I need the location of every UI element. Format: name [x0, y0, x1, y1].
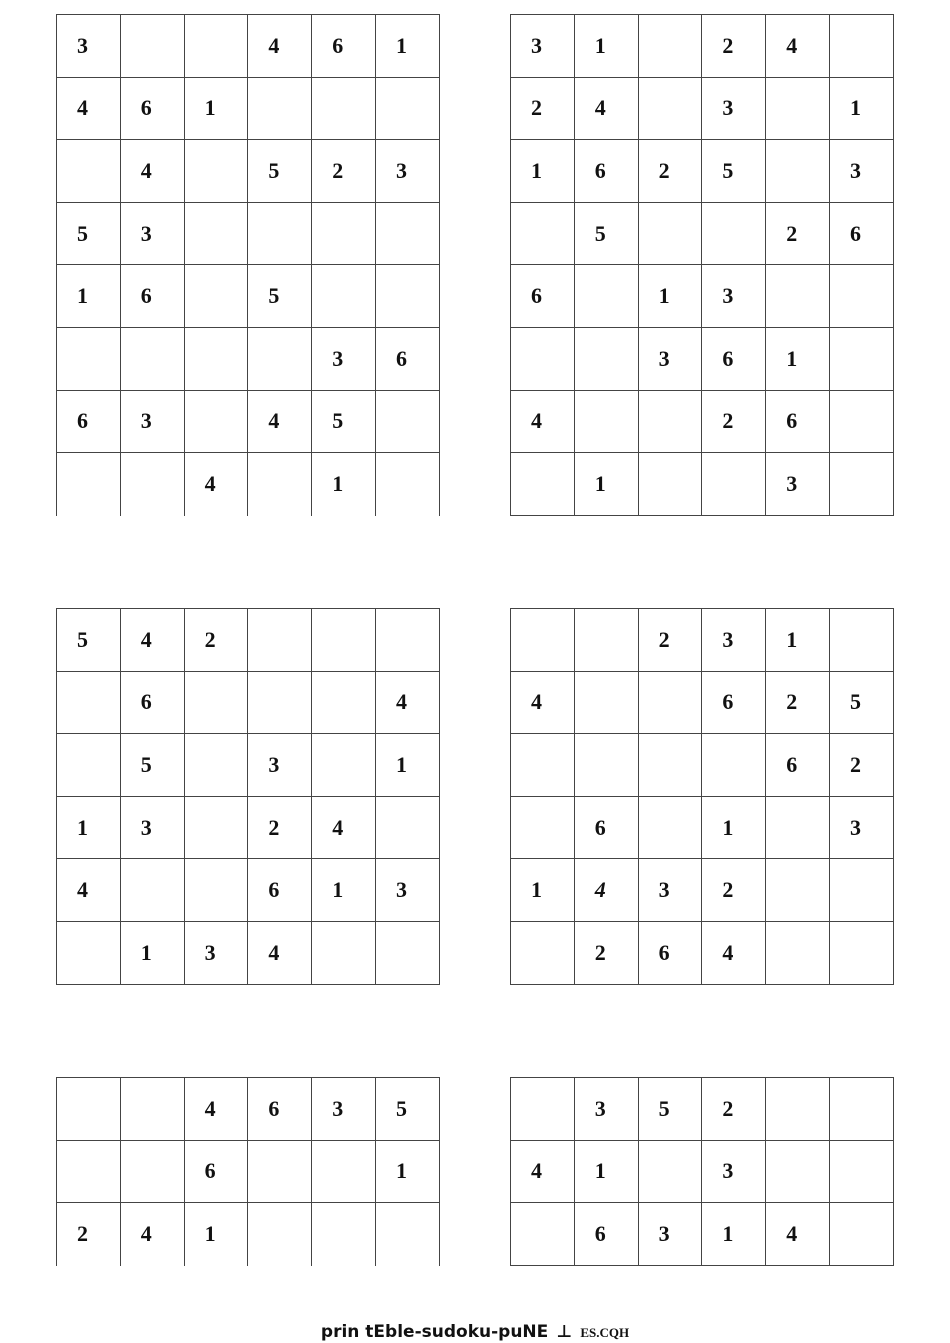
sudoku-cell	[511, 328, 575, 391]
sudoku-cell: 4	[121, 140, 185, 203]
sudoku-cell	[830, 453, 894, 516]
sudoku-cell: 1	[376, 1141, 440, 1204]
footer-symbol: ⊥	[556, 1322, 573, 1342]
sudoku-cell: 4	[248, 922, 312, 985]
sudoku-cell	[248, 609, 312, 672]
sudoku-cell	[766, 797, 830, 860]
sudoku-cell: 3	[639, 859, 703, 922]
sudoku-cell: 1	[511, 140, 575, 203]
sudoku-cell: 3	[702, 78, 766, 141]
sudoku-cell	[121, 1141, 185, 1204]
sudoku-cell: 2	[702, 391, 766, 454]
sudoku-cell	[185, 672, 249, 735]
sudoku-cell: 4	[248, 15, 312, 78]
sudoku-cell	[312, 1141, 376, 1204]
sudoku-cell	[376, 797, 440, 860]
sudoku-cell: 2	[702, 1078, 766, 1141]
sudoku-cell: 2	[312, 140, 376, 203]
sudoku-cell: 5	[702, 140, 766, 203]
sudoku-cell	[376, 391, 440, 454]
sudoku-cell: 1	[57, 265, 121, 328]
sudoku-cell	[312, 265, 376, 328]
sudoku-cell: 4	[376, 672, 440, 735]
sudoku-cell	[511, 922, 575, 985]
sudoku-cell: 3	[511, 15, 575, 78]
sudoku-cell: 2	[830, 734, 894, 797]
sudoku-cell: 4	[185, 1078, 249, 1141]
sudoku-cell	[57, 453, 121, 516]
sudoku-cell	[766, 78, 830, 141]
sudoku-cell: 4	[511, 672, 575, 735]
sudoku-cell: 4	[575, 78, 639, 141]
sudoku-cell: 6	[121, 78, 185, 141]
sudoku-cell: 4	[511, 391, 575, 454]
sudoku-cell	[185, 203, 249, 266]
sudoku-cell	[511, 453, 575, 516]
sudoku-cell: 4	[57, 78, 121, 141]
sudoku-cell: 4	[185, 453, 249, 516]
sudoku-cell: 3	[185, 922, 249, 985]
sudoku-cell	[312, 78, 376, 141]
sudoku-cell	[312, 609, 376, 672]
sudoku-cell: 5	[575, 203, 639, 266]
sudoku-cell: 1	[312, 859, 376, 922]
sudoku-cell: 1	[766, 609, 830, 672]
sudoku-cell	[57, 672, 121, 735]
sudoku-cell	[639, 15, 703, 78]
sudoku-cell: 6	[639, 922, 703, 985]
sudoku-cell: 6	[702, 328, 766, 391]
sudoku-cell: 6	[376, 328, 440, 391]
sudoku-cell	[185, 391, 249, 454]
sudoku-cell: 1	[312, 453, 376, 516]
sudoku-cell	[830, 609, 894, 672]
sudoku-cell	[121, 453, 185, 516]
sudoku-cell	[248, 1141, 312, 1204]
sudoku-cell: 5	[639, 1078, 703, 1141]
page-footer	[0, 1322, 950, 1342]
sudoku-cell	[312, 203, 376, 266]
sudoku-cell: 6	[575, 140, 639, 203]
sudoku-cell	[575, 328, 639, 391]
sudoku-cell	[57, 1078, 121, 1141]
sudoku-cell	[57, 140, 121, 203]
sudoku-cell	[57, 328, 121, 391]
sudoku-cell	[830, 328, 894, 391]
sudoku-cell: 2	[639, 609, 703, 672]
sudoku-cell	[376, 922, 440, 985]
sudoku-cell: 4	[575, 859, 639, 922]
sudoku-grid-6	[510, 1077, 894, 1266]
sudoku-cell	[376, 78, 440, 141]
sudoku-cell	[702, 203, 766, 266]
sudoku-cell: 1	[121, 922, 185, 985]
sudoku-cell: 6	[57, 391, 121, 454]
sudoku-cell: 4	[57, 859, 121, 922]
sudoku-cell: 4	[248, 391, 312, 454]
sudoku-cell: 1	[639, 265, 703, 328]
sudoku-cell: 4	[766, 15, 830, 78]
sudoku-cell	[376, 453, 440, 516]
sudoku-cell: 3	[312, 328, 376, 391]
sudoku-cell: 5	[57, 203, 121, 266]
sudoku-cell	[312, 672, 376, 735]
sudoku-cell: 5	[248, 140, 312, 203]
sudoku-cell: 5	[121, 734, 185, 797]
sudoku-cell	[185, 797, 249, 860]
sudoku-cell: 3	[639, 1203, 703, 1266]
sudoku-cell	[121, 859, 185, 922]
sudoku-cell: 1	[57, 797, 121, 860]
sudoku-cell: 4	[121, 609, 185, 672]
sudoku-grid-5	[56, 1077, 440, 1266]
sudoku-grid-2	[510, 14, 894, 516]
sudoku-cell	[511, 797, 575, 860]
sudoku-cell: 1	[830, 78, 894, 141]
sudoku-cell	[639, 453, 703, 516]
sudoku-cell: 2	[702, 15, 766, 78]
sudoku-cell: 5	[312, 391, 376, 454]
sudoku-cell	[511, 1203, 575, 1266]
sudoku-cell	[702, 734, 766, 797]
sudoku-cell	[766, 859, 830, 922]
sudoku-cell	[312, 922, 376, 985]
sudoku-cell: 1	[376, 15, 440, 78]
sudoku-cell	[185, 265, 249, 328]
sudoku-cell: 1	[702, 797, 766, 860]
sudoku-grid-1	[56, 14, 440, 516]
sudoku-cell	[376, 609, 440, 672]
sudoku-cell	[248, 453, 312, 516]
sudoku-cell	[248, 78, 312, 141]
sudoku-cell	[830, 1078, 894, 1141]
sudoku-cell	[766, 265, 830, 328]
sudoku-cell: 3	[121, 797, 185, 860]
sudoku-cell	[312, 734, 376, 797]
sudoku-cell	[830, 391, 894, 454]
sudoku-cell: 2	[57, 1203, 121, 1266]
sudoku-cell: 5	[248, 265, 312, 328]
sudoku-cell: 3	[312, 1078, 376, 1141]
sudoku-cell	[639, 203, 703, 266]
sudoku-cell	[185, 734, 249, 797]
sudoku-cell: 1	[185, 1203, 249, 1266]
sudoku-cell	[57, 1141, 121, 1204]
sudoku-cell: 1	[511, 859, 575, 922]
sudoku-cell: 3	[830, 140, 894, 203]
sudoku-cell	[639, 734, 703, 797]
sudoku-cell	[248, 672, 312, 735]
sudoku-cell	[376, 1203, 440, 1266]
sudoku-cell: 3	[702, 265, 766, 328]
sudoku-cell	[830, 1203, 894, 1266]
sudoku-cell	[575, 734, 639, 797]
sudoku-cell: 3	[376, 140, 440, 203]
sudoku-cell	[830, 15, 894, 78]
sudoku-cell	[575, 672, 639, 735]
footer-text-suffix: ES.CQH	[580, 1325, 630, 1340]
sudoku-cell	[830, 1141, 894, 1204]
sudoku-cell	[575, 609, 639, 672]
sudoku-cell	[376, 203, 440, 266]
sudoku-cell: 3	[57, 15, 121, 78]
sudoku-cell: 6	[575, 1203, 639, 1266]
sudoku-cell: 6	[830, 203, 894, 266]
sudoku-cell	[639, 78, 703, 141]
sudoku-cell	[511, 203, 575, 266]
sudoku-cell: 3	[121, 203, 185, 266]
sudoku-cell: 6	[766, 734, 830, 797]
sudoku-cell: 3	[702, 1141, 766, 1204]
sudoku-cell	[121, 328, 185, 391]
sudoku-cell	[185, 140, 249, 203]
sudoku-cell: 2	[248, 797, 312, 860]
sudoku-cell: 2	[702, 859, 766, 922]
sudoku-cell: 2	[511, 78, 575, 141]
sudoku-cell: 2	[639, 140, 703, 203]
sudoku-cell: 6	[248, 1078, 312, 1141]
sudoku-cell: 5	[830, 672, 894, 735]
sudoku-cell: 1	[185, 78, 249, 141]
sudoku-cell: 1	[575, 1141, 639, 1204]
sudoku-cell: 6	[185, 1141, 249, 1204]
footer-text-main: prin tEble-sudoku-puNE	[320, 1322, 549, 1342]
sudoku-cell	[57, 734, 121, 797]
sudoku-cell: 6	[511, 265, 575, 328]
sudoku-cell: 6	[121, 265, 185, 328]
sudoku-cell: 2	[766, 672, 830, 735]
sudoku-cell	[702, 453, 766, 516]
sudoku-cell: 1	[702, 1203, 766, 1266]
sudoku-cell	[766, 140, 830, 203]
sudoku-grid-4	[510, 608, 894, 985]
sudoku-cell	[766, 922, 830, 985]
sudoku-cell: 6	[575, 797, 639, 860]
sudoku-cell: 3	[766, 453, 830, 516]
sudoku-cell: 3	[575, 1078, 639, 1141]
sudoku-cell: 3	[376, 859, 440, 922]
sudoku-cell: 4	[511, 1141, 575, 1204]
sudoku-cell: 4	[702, 922, 766, 985]
sudoku-cell: 6	[312, 15, 376, 78]
sudoku-cell	[830, 859, 894, 922]
sudoku-cell	[575, 391, 639, 454]
sudoku-cell	[57, 922, 121, 985]
sudoku-cell: 3	[248, 734, 312, 797]
sudoku-cell: 3	[702, 609, 766, 672]
sudoku-cell: 3	[639, 328, 703, 391]
sudoku-cell	[121, 1078, 185, 1141]
sudoku-cell	[511, 1078, 575, 1141]
sudoku-cell: 1	[376, 734, 440, 797]
sudoku-cell: 2	[766, 203, 830, 266]
sudoku-cell: 6	[702, 672, 766, 735]
sudoku-cell	[830, 265, 894, 328]
sudoku-cell	[511, 609, 575, 672]
sudoku-cell: 4	[121, 1203, 185, 1266]
sudoku-cell: 6	[121, 672, 185, 735]
sudoku-cell: 4	[766, 1203, 830, 1266]
sudoku-cell	[121, 15, 185, 78]
sudoku-cell	[575, 265, 639, 328]
sudoku-cell: 1	[575, 453, 639, 516]
sudoku-cell: 5	[57, 609, 121, 672]
sudoku-cell	[248, 328, 312, 391]
sudoku-cell	[830, 922, 894, 985]
sudoku-cell	[766, 1078, 830, 1141]
sudoku-cell: 2	[575, 922, 639, 985]
sudoku-cell	[639, 391, 703, 454]
sudoku-cell	[511, 734, 575, 797]
sudoku-cell: 4	[312, 797, 376, 860]
sudoku-cell: 2	[185, 609, 249, 672]
sudoku-cell	[185, 859, 249, 922]
sudoku-cell	[248, 203, 312, 266]
sudoku-cell: 1	[575, 15, 639, 78]
sudoku-cell	[639, 672, 703, 735]
sudoku-cell: 1	[766, 328, 830, 391]
sudoku-cell	[312, 1203, 376, 1266]
sudoku-grid-3	[56, 608, 440, 985]
sudoku-cell	[766, 1141, 830, 1204]
sudoku-cell: 6	[248, 859, 312, 922]
sudoku-cell	[639, 797, 703, 860]
sudoku-cell: 3	[121, 391, 185, 454]
sudoku-cell	[376, 265, 440, 328]
sudoku-cell	[248, 1203, 312, 1266]
sudoku-cell: 5	[376, 1078, 440, 1141]
sudoku-cell	[185, 328, 249, 391]
sudoku-cell: 6	[766, 391, 830, 454]
sudoku-cell: 3	[830, 797, 894, 860]
sudoku-cell	[639, 1141, 703, 1204]
sudoku-cell	[185, 15, 249, 78]
